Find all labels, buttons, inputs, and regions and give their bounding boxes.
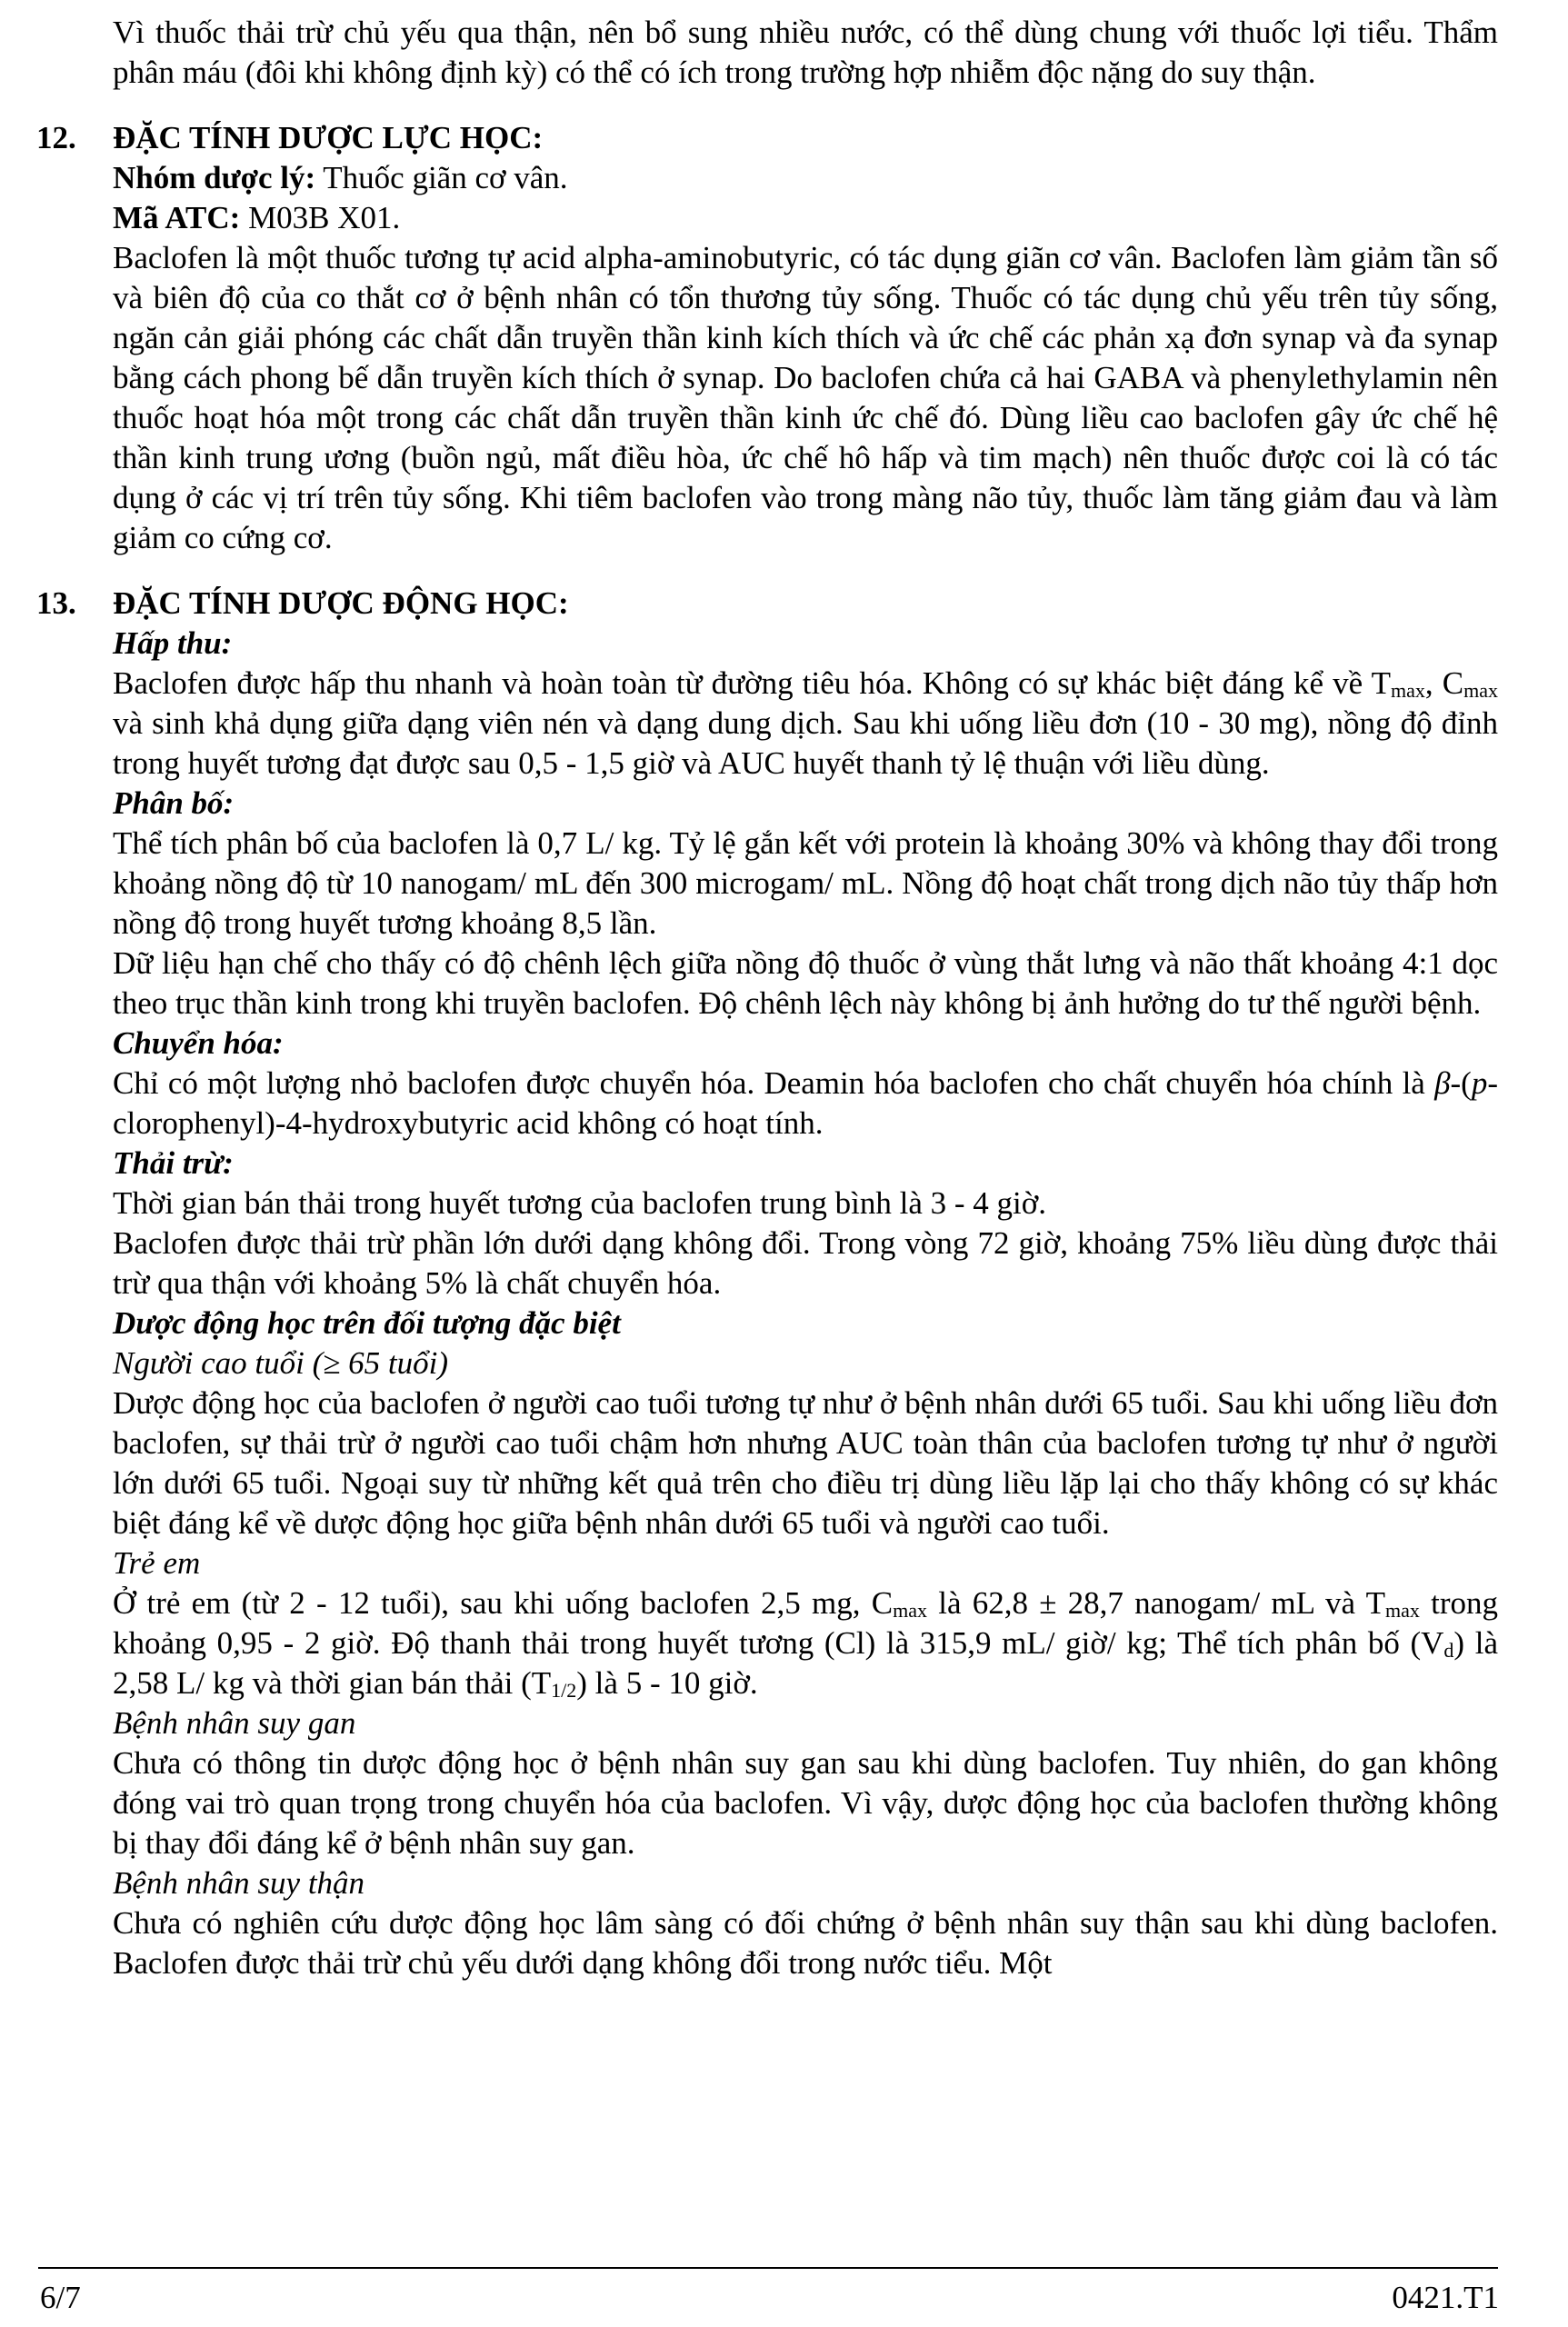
- section-13-number: 13.: [36, 585, 76, 621]
- tmax-subscript: max: [1384, 1599, 1420, 1622]
- children-text-part: ) là 5 - 10 giờ.: [576, 1665, 758, 1701]
- absorption-heading: Hấp thu:: [113, 625, 233, 661]
- footer-divider: [38, 2267, 1498, 2269]
- cmax-subscript: max: [893, 1599, 927, 1622]
- distribution-heading: Phân bố:: [113, 785, 235, 821]
- cmax-subscript: max: [1463, 679, 1498, 702]
- hepatic-impairment-heading: Bệnh nhân suy gan: [113, 1705, 356, 1741]
- absorption-text-part: Baclofen được hấp thu nhanh và hoàn toàn từ đường tiêu hóa. Không có sự khác biệt đáng kể về T: [113, 665, 1391, 701]
- atc-code: [113, 198, 1498, 238]
- distribution-text-2: Dữ liệu hạn chế cho thấy có độ chênh lệch giữa nồng độ thuốc ở vùng thắt lưng và não thất khoảng 4:1 dọc theo trục thần kinh trong khi truyền baclofen. Độ chênh lệch này không bị ảnh hưởng do tư thế người bệnh.: [113, 945, 1498, 1021]
- children-text-part: ) là 2,58 L/ kg và thời gian bán thải (T: [113, 1625, 1498, 1701]
- vd-subscript: d: [1443, 1639, 1454, 1662]
- absorption-text-part: và sinh khả dụng giữa dạng viên nén và dạng dung dịch. Sau khi uống liều đơn (10 - 30 mg), nồng độ đỉnh trong huyết tương đạt được sau 0,5 - 1,5 giờ và AUC huyết thanh tỷ lệ thuận với liều dùng.: [113, 705, 1498, 781]
- document-page: [36, 13, 1498, 1983]
- metabolism-text-part: Chỉ có một lượng nhỏ baclofen được chuyển hóa. Deamin hóa baclofen cho chất chuyển hóa chính là: [113, 1065, 1435, 1101]
- elderly-text: Dược động học của baclofen ở người cao tuổi tương tự như ở bệnh nhân dưới 65 tuổi. Sau khi uống liều đơn baclofen, sự thải trừ ở người cao tuổi chậm hơn nhưng AUC toàn thân của baclofen tương tự như ở người lớn dưới 65 tuổi. Ngoại suy từ những kết quả trên cho điều trị dùng liều lặp lại cho thấy không có sự khác biệt đáng kể về dược động học giữa bệnh nhân dưới 65 tuổi và người cao tuổi.: [113, 1385, 1498, 1541]
- section-12-number: 12.: [36, 120, 76, 155]
- para-prefix: p: [1471, 1065, 1488, 1101]
- metabolism-text-part: -clorophenyl)-4-hydroxybutyric acid không có hoạt tính.: [113, 1065, 1498, 1141]
- children-heading: Trẻ em: [113, 1545, 201, 1581]
- metabolism-text: [113, 1064, 1498, 1144]
- intro-paragraph: Vì thuốc thải trừ chủ yếu qua thận, nên bổ sung nhiều nước, có thể dùng chung với thuốc lợi tiểu. Thẩm phân máu (đôi khi không định kỳ) có thể có ích trong trường hợp nhiễm độc nặng do suy thận.: [113, 15, 1498, 90]
- excretion-text-2: Baclofen được thải trừ phần lớn dưới dạng không đổi. Trong vòng 72 giờ, khoảng 75% liều dùng được thải trừ qua thận với khoảng 5% là chất chuyển hóa.: [113, 1225, 1498, 1301]
- half-life-subscript: 1/2: [551, 1679, 577, 1702]
- hepatic-impairment-text: Chưa có thông tin dược động học ở bệnh nhân suy gan sau khi dùng baclofen. Tuy nhiên, do gan không đóng vai trò quan trọng trong chuyển hóa của baclofen. Vì vậy, dược động học của baclofen thường không bị thay đổi đáng kể ở bệnh nhân suy gan.: [113, 1745, 1498, 1861]
- distribution-text-1: Thể tích phân bố của baclofen là 0,7 L/ kg. Tỷ lệ gắn kết với protein là khoảng 30% và không thay đổi trong khoảng nồng độ từ 10 nanogam/ mL đến 300 microgam/ mL. Nồng độ hoạt chất trong dịch não tủy thấp hơn nồng độ trong huyết tương khoảng 8,5 lần.: [113, 825, 1498, 941]
- renal-impairment-text: Chưa có nghiên cứu dược động học lâm sàng có đối chứng ở bệnh nhân suy thận sau khi dùng baclofen. Baclofen được thải trừ chủ yếu dưới dạng không đổi trong nước tiểu. Một: [113, 1905, 1498, 1981]
- page-number: 6/7: [40, 2280, 81, 2315]
- children-text-part: là 62,8 ± 28,7 nanogam/ mL và T: [926, 1585, 1385, 1621]
- children-text: [113, 1583, 1498, 1703]
- section-13-title: ĐẶC TÍNH DƯỢC ĐỘNG HỌC:: [113, 585, 569, 621]
- beta-symbol: β: [1434, 1065, 1451, 1101]
- metabolism-heading: Chuyển hóa:: [113, 1025, 284, 1061]
- absorption-text: [113, 664, 1498, 784]
- renal-impairment-heading: Bệnh nhân suy thận: [113, 1865, 365, 1901]
- atc-code-label: Mã ATC:: [113, 200, 241, 235]
- absorption-text-part: , C: [1424, 665, 1464, 701]
- section-13: [36, 584, 1498, 1983]
- pharmacodynamics-text: Baclofen là một thuốc tương tự acid alpha-aminobutyric, có tác dụng giãn cơ vân. Baclofen làm giảm tần số và biên độ của co thắt cơ ở bệnh nhân có tổn thương tủy sống. Thuốc có tác dụng chủ yếu trên tủy sống, ngăn cản giải phóng các chất dẫn truyền thần kinh kích thích và ức chế các phản xạ đơn synap và đa synap bằng cách phong bế dẫn truyền kích thích ở synap. Do baclofen chứa cả hai GABA và phenylethylamin nên thuốc hoạt hóa một trong các chất dẫn truyền thần kinh ức chế đó. Dùng liều cao baclofen gây ức chế hệ thần kinh trung ương (buồn ngủ, mất điều hòa, ức chế hô hấp và tim mạch) nên thuốc được coi là có tác dụng ở các vị trí trên tủy sống. Khi tiêm baclofen vào trong màng não tủy, thuốc làm tăng giảm đau và làm giảm co cứng cơ.: [113, 240, 1498, 555]
- special-populations-heading: Dược động học trên đối tượng đặc biệt: [113, 1305, 621, 1341]
- metabolism-text-part: -(: [1450, 1065, 1472, 1101]
- children-text-part: trong khoảng 0,95 - 2 giờ. Độ thanh thải trong huyết tương (Cl) là 315,9 mL/ giờ/ kg; Thể tích phân bố (V: [113, 1585, 1498, 1661]
- excretion-text-1: Thời gian bán thải trong huyết tương của baclofen trung bình là 3 - 4 giờ.: [113, 1185, 1047, 1221]
- document-code: 0421.T1: [1392, 2280, 1499, 2315]
- tmax-subscript: max: [1390, 679, 1425, 702]
- atc-code-value: M03B X01.: [240, 200, 401, 235]
- section-12: [36, 118, 1498, 558]
- children-text-part: Ở trẻ em (từ 2 - 12 tuổi), sau khi uống baclofen 2,5 mg, C: [113, 1585, 894, 1621]
- pharmacologic-group-value: Thuốc giãn cơ vân.: [315, 160, 568, 195]
- elderly-heading: Người cao tuổi (≥ 65 tuổi): [113, 1345, 449, 1381]
- pharmacologic-group: [113, 158, 1498, 198]
- pharmacologic-group-label: Nhóm dược lý:: [113, 160, 316, 195]
- excretion-heading: Thải trừ:: [113, 1145, 234, 1181]
- section-12-title: ĐẶC TÍNH DƯỢC LỰC HỌC:: [113, 120, 544, 155]
